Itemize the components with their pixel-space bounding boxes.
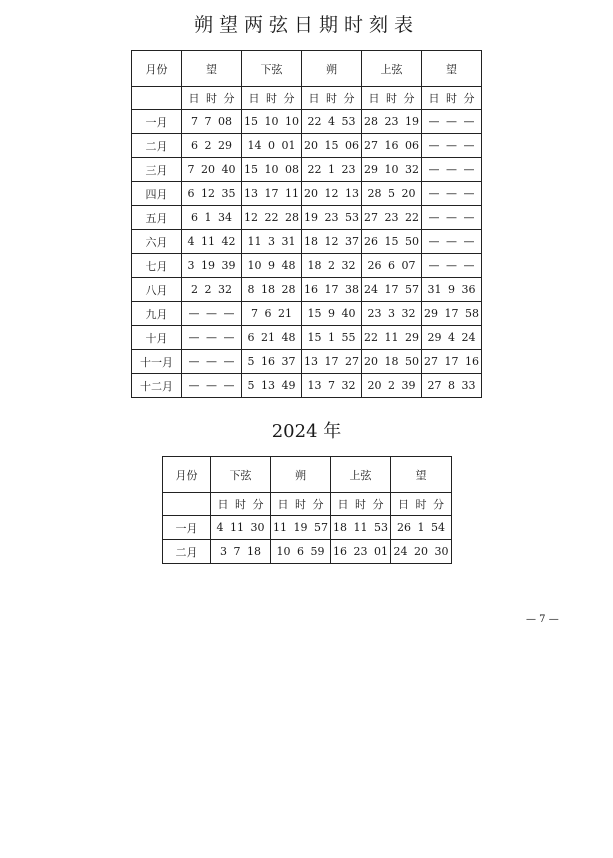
phase-time-cell: 22 1 23	[302, 158, 362, 182]
phase-time-cell: 29 10 32	[362, 158, 422, 182]
table-row	[132, 254, 482, 278]
phase-time-cell: 23 3 32	[362, 302, 422, 326]
phase-time-cell: 15 9 40	[302, 302, 362, 326]
table-row	[132, 326, 482, 350]
table-subheader-row	[163, 493, 452, 516]
month-header: 月份	[132, 51, 182, 87]
table-row	[132, 350, 482, 374]
table-subheader-row	[132, 87, 482, 110]
phase-time-cell: 4 11 30	[211, 516, 271, 540]
month-label: 四月	[132, 182, 182, 206]
day-hour-minute-label: 日 时 分	[302, 87, 362, 110]
phase-time-cell: 27 17 16	[422, 350, 482, 374]
phase-time-cell: 20 2 39	[362, 374, 422, 398]
day-hour-minute-label: 日 时 分	[391, 493, 452, 516]
phase-time-cell: 29 4 24	[422, 326, 482, 350]
phase-time-cell: 5 16 37	[242, 350, 302, 374]
phase-column-header: 下弦	[211, 457, 271, 493]
phase-time-cell: — — —	[422, 182, 482, 206]
day-hour-minute-label: 日 时 分	[271, 493, 331, 516]
phase-time-cell: — — —	[182, 326, 242, 350]
year-heading: 2024 年	[271, 421, 342, 442]
phase-time-cell: 27 23 22	[362, 206, 422, 230]
phase-column-header: 朔	[271, 457, 331, 493]
phase-time-cell: 7 7 08	[182, 110, 242, 134]
day-hour-minute-label: 日 时 分	[182, 87, 242, 110]
month-label: 七月	[132, 254, 182, 278]
month-label: 六月	[132, 230, 182, 254]
phase-time-cell: 19 23 53	[302, 206, 362, 230]
phase-time-cell: 7 6 21	[242, 302, 302, 326]
phase-time-cell: 27 8 33	[422, 374, 482, 398]
table-row	[132, 158, 482, 182]
phase-time-cell: 28 23 19	[362, 110, 422, 134]
phase-time-cell: 20 18 50	[362, 350, 422, 374]
table-row	[132, 134, 482, 158]
phase-time-cell: 24 20 30	[391, 540, 452, 564]
phase-time-cell: 28 5 20	[362, 182, 422, 206]
phase-time-cell: 13 17 11	[242, 182, 302, 206]
phase-time-cell: 20 15 06	[302, 134, 362, 158]
phase-column-header: 朔	[302, 51, 362, 87]
month-label: 一月	[132, 110, 182, 134]
table-row	[132, 110, 482, 134]
empty-cell	[132, 87, 182, 110]
month-label: 十二月	[132, 374, 182, 398]
phase-time-cell: — — —	[422, 134, 482, 158]
table-row	[163, 516, 452, 540]
phase-time-cell: 15 10 08	[242, 158, 302, 182]
month-label: 十一月	[132, 350, 182, 374]
page-title: 朔望两弦日期时刻表	[193, 14, 419, 36]
phase-time-cell: 18 12 37	[302, 230, 362, 254]
phase-time-cell: 18 2 32	[302, 254, 362, 278]
month-label: 五月	[132, 206, 182, 230]
phase-time-cell: 8 18 28	[242, 278, 302, 302]
phase-column-header: 上弦	[331, 457, 391, 493]
day-hour-minute-label: 日 时 分	[422, 87, 482, 110]
month-label: 一月	[163, 516, 211, 540]
phase-time-cell: 2 2 32	[182, 278, 242, 302]
phase-time-cell: — — —	[182, 350, 242, 374]
table-row	[132, 278, 482, 302]
phase-column-header: 上弦	[362, 51, 422, 87]
phase-time-cell: 15 1 55	[302, 326, 362, 350]
phase-time-cell: — — —	[182, 374, 242, 398]
page-number: — 7 —	[526, 614, 559, 625]
table-row	[132, 374, 482, 398]
empty-cell	[163, 493, 211, 516]
phase-time-cell: 26 6 07	[362, 254, 422, 278]
month-label: 二月	[163, 540, 211, 564]
table-header-row	[132, 51, 482, 87]
month-label: 九月	[132, 302, 182, 326]
table-row	[132, 182, 482, 206]
month-label: 十月	[132, 326, 182, 350]
phase-time-cell: 10 6 59	[271, 540, 331, 564]
phase-time-cell: — — —	[422, 254, 482, 278]
phase-time-cell: 18 11 53	[331, 516, 391, 540]
day-hour-minute-label: 日 时 分	[331, 493, 391, 516]
phase-time-cell: 4 11 42	[182, 230, 242, 254]
table-header-row	[163, 457, 452, 493]
table-row	[163, 540, 452, 564]
phase-time-cell: 24 17 57	[362, 278, 422, 302]
phase-time-cell: 14 0 01	[242, 134, 302, 158]
phase-time-cell: 31 9 36	[422, 278, 482, 302]
phase-time-cell: 27 16 06	[362, 134, 422, 158]
phase-time-cell: 5 13 49	[242, 374, 302, 398]
phase-time-cell: 26 1 54	[391, 516, 452, 540]
day-hour-minute-label: 日 时 分	[211, 493, 271, 516]
phase-time-cell: 3 7 18	[211, 540, 271, 564]
phase-time-cell: 29 17 58	[422, 302, 482, 326]
day-hour-minute-label: 日 时 分	[362, 87, 422, 110]
phase-time-cell: 6 2 29	[182, 134, 242, 158]
phase-time-cell: 22 4 53	[302, 110, 362, 134]
month-label: 二月	[132, 134, 182, 158]
lunar-phase-table-2024	[162, 456, 452, 564]
day-hour-minute-label: 日 时 分	[242, 87, 302, 110]
phase-time-cell: 6 21 48	[242, 326, 302, 350]
phase-time-cell: 12 22 28	[242, 206, 302, 230]
month-label: 八月	[132, 278, 182, 302]
phase-time-cell: 15 10 10	[242, 110, 302, 134]
phase-column-header: 望	[182, 51, 242, 87]
phase-time-cell: — — —	[422, 230, 482, 254]
month-header: 月份	[163, 457, 211, 493]
lunar-phase-table-main	[131, 50, 482, 398]
phase-time-cell: — — —	[422, 158, 482, 182]
phase-time-cell: 6 1 34	[182, 206, 242, 230]
table-row	[132, 206, 482, 230]
phase-time-cell: — — —	[182, 302, 242, 326]
phase-time-cell: 26 15 50	[362, 230, 422, 254]
phase-time-cell: 22 11 29	[362, 326, 422, 350]
phase-time-cell: 13 17 27	[302, 350, 362, 374]
phase-time-cell: 10 9 48	[242, 254, 302, 278]
table-row	[132, 230, 482, 254]
phase-time-cell: 16 23 01	[331, 540, 391, 564]
phase-column-header: 望	[391, 457, 452, 493]
phase-column-header: 下弦	[242, 51, 302, 87]
phase-time-cell: 11 19 57	[271, 516, 331, 540]
phase-time-cell: 13 7 32	[302, 374, 362, 398]
phase-time-cell: 6 12 35	[182, 182, 242, 206]
table-row	[132, 302, 482, 326]
month-label: 三月	[132, 158, 182, 182]
phase-time-cell: 20 12 13	[302, 182, 362, 206]
phase-time-cell: 3 19 39	[182, 254, 242, 278]
phase-time-cell: — — —	[422, 110, 482, 134]
phase-time-cell: 7 20 40	[182, 158, 242, 182]
phase-time-cell: 16 17 38	[302, 278, 362, 302]
phase-time-cell: — — —	[422, 206, 482, 230]
phase-column-header: 望	[422, 51, 482, 87]
phase-time-cell: 11 3 31	[242, 230, 302, 254]
